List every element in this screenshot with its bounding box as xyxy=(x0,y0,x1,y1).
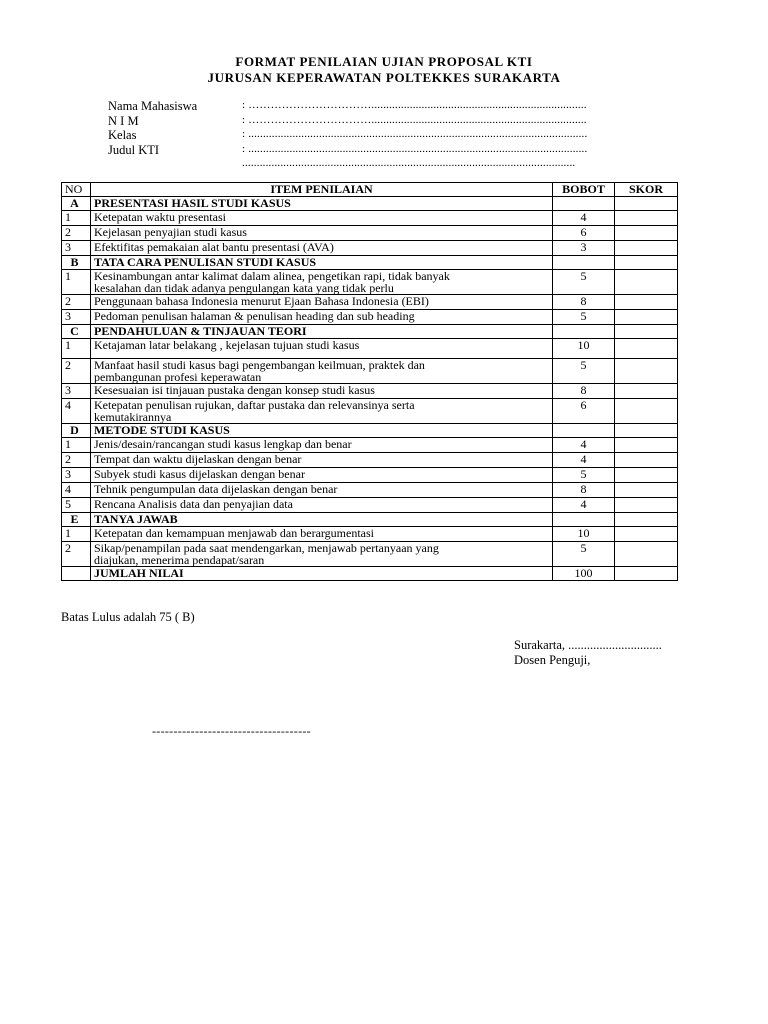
table-row xyxy=(62,542,678,567)
table-row xyxy=(62,468,678,483)
bobot-cell xyxy=(553,513,615,527)
row-bobot: 5 xyxy=(553,270,615,295)
bobot-cell xyxy=(553,325,615,339)
section-title: TATA CARA PENULISAN STUDI KASUS xyxy=(91,256,553,270)
total-no-cell xyxy=(62,567,91,581)
row-bobot: 6 xyxy=(553,399,615,424)
identity-label: Kelas xyxy=(108,128,137,142)
bobot-cell xyxy=(553,256,615,270)
row-item: Ketepatan dan kemampuan menjawab dan berargumentasi xyxy=(91,527,553,542)
row-bobot: 4 xyxy=(553,438,615,453)
section-code: B xyxy=(62,256,91,270)
row-item-line: kemutakirannya xyxy=(94,410,172,424)
row-number: 2 xyxy=(62,226,91,241)
score-cell[interactable] xyxy=(615,211,678,226)
table-row xyxy=(62,399,678,424)
identity-label: Judul KTI xyxy=(108,143,160,157)
identity-fill-line: : ……………………………......................................................................... xyxy=(242,114,587,126)
score-cell[interactable] xyxy=(615,399,678,424)
header-item: ITEM PENILAIAN xyxy=(91,183,553,197)
row-item-line: Sikap/penampilan pada saat mendengarkan, menjawab pertanyaan yang xyxy=(94,541,439,555)
row-number: 2 xyxy=(62,295,91,310)
row-item: Ketepatan waktu presentasi xyxy=(91,211,553,226)
row-bobot: 4 xyxy=(553,498,615,513)
pass-threshold-note: Batas Lulus adalah 75 ( B) xyxy=(61,610,195,624)
identity-fill-line: ................................................................................................................. xyxy=(242,157,576,169)
section-row-b xyxy=(62,256,678,270)
row-bobot: 5 xyxy=(553,359,615,384)
row-item xyxy=(91,359,553,384)
table-row xyxy=(62,527,678,542)
row-item-line: diajukan, menerima pendapat/saran xyxy=(94,553,265,567)
section-code: A xyxy=(62,197,91,211)
row-number: 1 xyxy=(62,339,91,359)
row-item xyxy=(91,542,553,567)
table-row xyxy=(62,384,678,399)
score-cell[interactable] xyxy=(615,468,678,483)
row-number: 3 xyxy=(62,310,91,325)
score-cell[interactable] xyxy=(615,310,678,325)
row-bobot: 8 xyxy=(553,384,615,399)
row-item: Efektifitas pemakaian alat bantu presentasi (AVA) xyxy=(91,241,553,256)
row-item: Ketajaman latar belakang , kejelasan tujuan studi kasus xyxy=(91,339,553,359)
row-bobot: 8 xyxy=(553,295,615,310)
score-cell[interactable] xyxy=(615,359,678,384)
score-cell[interactable] xyxy=(615,256,678,270)
bobot-cell xyxy=(553,197,615,211)
row-item: Tehnik pengumpulan data dijelaskan dengan benar xyxy=(91,483,553,498)
score-cell[interactable] xyxy=(615,270,678,295)
section-title: PENDAHULUAN & TINJAUAN TEORI xyxy=(91,325,553,339)
row-bobot: 8 xyxy=(553,483,615,498)
row-number: 1 xyxy=(62,211,91,226)
score-cell[interactable] xyxy=(615,197,678,211)
total-bobot: 100 xyxy=(553,567,615,581)
row-item: Kejelasan penyajian studi kasus xyxy=(91,226,553,241)
row-number: 2 xyxy=(62,453,91,468)
row-item: Penggunaan bahasa Indonesia menurut Ejaan Bahasa Indonesia (EBI) xyxy=(91,295,553,310)
bobot-cell xyxy=(553,424,615,438)
identity-label: N I M xyxy=(108,114,139,128)
table-row xyxy=(62,211,678,226)
score-cell[interactable] xyxy=(615,513,678,527)
row-number: 5 xyxy=(62,498,91,513)
row-bobot: 5 xyxy=(553,542,615,567)
total-row xyxy=(62,567,678,581)
table-row xyxy=(62,498,678,513)
score-cell[interactable] xyxy=(615,226,678,241)
row-item-line: kesalahan dan tidak adanya pengulangan kata yang tidak perlu xyxy=(94,281,394,295)
form-title: FORMAT PENILAIAN UJIAN PROPOSAL KTI xyxy=(235,54,533,69)
table-header-row xyxy=(62,183,678,197)
identity-label: Nama Mahasiswa xyxy=(108,99,198,113)
table-row xyxy=(62,241,678,256)
score-cell[interactable] xyxy=(615,438,678,453)
place-date: Surakarta, .............................. xyxy=(514,638,662,652)
table-row xyxy=(62,438,678,453)
identity-fill-line: : ……………………………......................................................................... xyxy=(242,99,587,111)
row-item-line: Ketepatan penulisan rujukan, daftar pustaka dan relevansinya serta xyxy=(94,398,415,412)
score-cell[interactable] xyxy=(615,424,678,438)
signature-line: ------------------------------------- xyxy=(152,724,311,738)
score-cell[interactable] xyxy=(615,295,678,310)
row-number: 3 xyxy=(62,241,91,256)
score-cell[interactable] xyxy=(615,527,678,542)
row-bobot: 4 xyxy=(553,211,615,226)
total-score-cell[interactable] xyxy=(615,567,678,581)
row-bobot: 6 xyxy=(553,226,615,241)
score-cell[interactable] xyxy=(615,339,678,359)
identity-fill-line: : ................................................................................................................... xyxy=(242,128,588,140)
section-title: METODE STUDI KASUS xyxy=(91,424,553,438)
score-cell[interactable] xyxy=(615,498,678,513)
row-bobot: 5 xyxy=(553,468,615,483)
section-title: PRESENTASI HASIL STUDI KASUS xyxy=(91,197,553,211)
score-cell[interactable] xyxy=(615,542,678,567)
section-title: TANYA JAWAB xyxy=(91,513,553,527)
row-number: 4 xyxy=(62,399,91,424)
row-number: 1 xyxy=(62,270,91,295)
row-item-line: Kesinambungan antar kalimat dalam alinea, pengetikan rapi, tidak banyak xyxy=(94,269,450,283)
row-item: Pedoman penulisan halaman & penulisan heading dan sub heading xyxy=(91,310,553,325)
row-item: Tempat dan waktu dijelaskan dengan benar xyxy=(91,453,553,468)
row-bobot: 10 xyxy=(553,339,615,359)
row-bobot: 4 xyxy=(553,453,615,468)
header-no: NO xyxy=(62,183,91,197)
row-number: 3 xyxy=(62,468,91,483)
score-cell[interactable] xyxy=(615,384,678,399)
row-number: 3 xyxy=(62,384,91,399)
row-item-line: pembangunan profesi keperawatan xyxy=(94,370,262,384)
section-row-e xyxy=(62,513,678,527)
table-row xyxy=(62,295,678,310)
row-item xyxy=(91,399,553,424)
table-row xyxy=(62,453,678,468)
row-item: Kesesuaian isi tinjauan pustaka dengan konsep studi kasus xyxy=(91,384,553,399)
section-row-c xyxy=(62,325,678,339)
section-row-d xyxy=(62,424,678,438)
score-cell[interactable] xyxy=(615,241,678,256)
row-item: Jenis/desain/rancangan studi kasus lengkap dan benar xyxy=(91,438,553,453)
score-cell[interactable] xyxy=(615,483,678,498)
row-number: 1 xyxy=(62,527,91,542)
section-row-a xyxy=(62,197,678,211)
row-item xyxy=(91,270,553,295)
table-row xyxy=(62,310,678,325)
score-cell[interactable] xyxy=(615,453,678,468)
row-item-line: Manfaat hasil studi kasus bagi pengembangan keilmuan, praktek dan xyxy=(94,358,425,372)
row-item: Subyek studi kasus dijelaskan dengan benar xyxy=(91,468,553,483)
row-item: Rencana Analisis data dan penyajian data xyxy=(91,498,553,513)
row-bobot: 5 xyxy=(553,310,615,325)
examiner-role: Dosen Penguji, xyxy=(514,653,591,667)
section-code: E xyxy=(62,513,91,527)
header-bobot: BOBOT xyxy=(553,183,615,197)
row-number: 4 xyxy=(62,483,91,498)
row-bobot: 10 xyxy=(553,527,615,542)
score-cell[interactable] xyxy=(615,325,678,339)
total-label: JUMLAH NILAI xyxy=(91,567,553,581)
identity-fill-line: : ................................................................................................................... xyxy=(242,143,588,155)
header-skor: SKOR xyxy=(615,183,678,197)
section-code: D xyxy=(62,424,91,438)
table-row xyxy=(62,483,678,498)
assessment-table xyxy=(61,182,678,581)
table-row xyxy=(62,359,678,384)
row-number: 1 xyxy=(62,438,91,453)
table-row xyxy=(62,226,678,241)
row-bobot: 3 xyxy=(553,241,615,256)
row-number: 2 xyxy=(62,542,91,567)
table-row xyxy=(62,270,678,295)
row-number: 2 xyxy=(62,359,91,384)
form-subtitle: JURUSAN KEPERAWATAN POLTEKKES SURAKARTA xyxy=(207,70,561,85)
section-code: C xyxy=(62,325,91,339)
table-row xyxy=(62,339,678,359)
